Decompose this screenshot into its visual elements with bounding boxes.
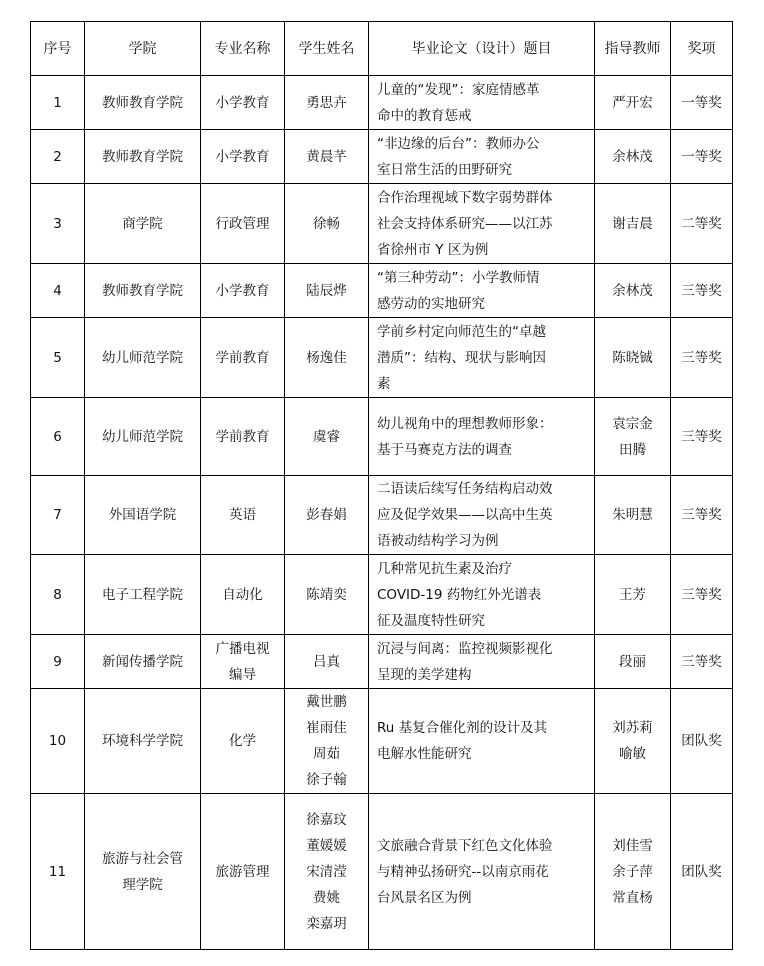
- header-advisor: 指导教师: [595, 22, 671, 76]
- title-line: 室日常生活的田野研究: [377, 161, 512, 178]
- title-line: 合作治理视域下数字弱势群体: [377, 189, 553, 206]
- table-row: [31, 318, 733, 398]
- title-line: Ru 基复合催化剂的设计及其: [377, 720, 548, 736]
- cell-advisors: [595, 184, 671, 264]
- title-line: 素: [377, 375, 391, 392]
- major-line: 旅游管理: [215, 863, 270, 880]
- title-line: 语被动结构学习为例: [377, 533, 499, 549]
- major-line: 编导: [229, 666, 256, 683]
- cell-award: 三等奖: [671, 318, 733, 398]
- cell-index: 7: [31, 476, 85, 555]
- cell-college: [85, 689, 201, 794]
- major-line: 英语: [229, 507, 256, 523]
- cell-students: [285, 555, 369, 635]
- college-line: 教师教育学院: [102, 282, 183, 299]
- table-row: [31, 476, 733, 555]
- cell-students: [285, 130, 369, 184]
- cell-advisors: [595, 264, 671, 318]
- title-line: 呈现的美学建构: [377, 666, 472, 683]
- cell-advisors: [595, 318, 671, 398]
- cell-students: [285, 794, 369, 950]
- students-line: 黄晨芊: [306, 148, 347, 165]
- header-student: 学生姓名: [285, 22, 369, 76]
- title-line: 文旅融合背景下红色文化体验: [377, 837, 553, 854]
- title-line: 几种常见抗生素及治疗: [377, 560, 512, 577]
- cell-index: 3: [31, 184, 85, 264]
- college-line: 理学院: [122, 876, 163, 893]
- cell-students: [285, 184, 369, 264]
- title-line: “非边缘的后台”：教师办公: [377, 135, 540, 152]
- advisors-line: 田腾: [619, 441, 646, 458]
- title-line: COVID-19 药物红外光谱表: [377, 586, 542, 603]
- cell-award: 三等奖: [671, 398, 733, 476]
- cell-students: [285, 398, 369, 476]
- major-line: 学前教育: [215, 428, 270, 445]
- header-major: 专业名称: [201, 22, 285, 76]
- cell-index: 2: [31, 130, 85, 184]
- students-line: 彭春娟: [306, 507, 347, 523]
- title-line: 命中的教育惩戒: [377, 107, 472, 124]
- students-line: 徐畅: [313, 215, 340, 232]
- cell-title: [369, 689, 595, 794]
- students-line: 陈靖奕: [306, 586, 347, 603]
- advisors-line: 刘佳雪: [612, 837, 653, 854]
- cell-index: 6: [31, 398, 85, 476]
- cell-index: 4: [31, 264, 85, 318]
- cell-award: 三等奖: [671, 476, 733, 555]
- cell-title: [369, 184, 595, 264]
- cell-title: [369, 794, 595, 950]
- cell-award: 团队奖: [671, 794, 733, 950]
- cell-title: [369, 264, 595, 318]
- college-line: 教师教育学院: [102, 148, 183, 165]
- students-line: 周茹: [313, 746, 340, 762]
- cell-college: [85, 130, 201, 184]
- cell-award: 二等奖: [671, 184, 733, 264]
- cell-major: [201, 76, 285, 130]
- advisors-line: 余林茂: [612, 148, 653, 165]
- cell-advisors: [595, 398, 671, 476]
- title-line: 省徐州市 Y 区为例: [377, 241, 489, 258]
- cell-major: [201, 130, 285, 184]
- advisors-line: 余子萍: [612, 863, 653, 880]
- advisors-line: 刘苏莉: [612, 720, 653, 736]
- cell-college: [85, 635, 201, 689]
- table-header: [31, 22, 733, 76]
- cell-college: [85, 398, 201, 476]
- header-row: [31, 22, 733, 76]
- students-line: 吕真: [313, 653, 340, 670]
- college-line: 外国语学院: [108, 507, 177, 523]
- cell-college: [85, 184, 201, 264]
- table-row: [31, 635, 733, 689]
- cell-college: [85, 318, 201, 398]
- major-line: 小学教育: [215, 282, 270, 299]
- college-line: 幼儿师范学院: [102, 349, 183, 366]
- cell-students: [285, 476, 369, 555]
- table-row: [31, 76, 733, 130]
- table-row: [31, 555, 733, 635]
- title-line: 电解水性能研究: [377, 746, 472, 762]
- cell-college: [85, 264, 201, 318]
- cell-award: 一等奖: [671, 130, 733, 184]
- college-line: 环境科学学院: [102, 733, 183, 749]
- title-line: 台风景名区为例: [377, 889, 472, 906]
- header-college: 学院: [85, 22, 201, 76]
- cell-college: [85, 76, 201, 130]
- advisors-line: 喻敏: [619, 746, 646, 762]
- major-line: 小学教育: [215, 94, 270, 111]
- advisors-line: 陈晓铖: [612, 349, 653, 366]
- cell-title: [369, 635, 595, 689]
- table-row: [31, 130, 733, 184]
- advisors-line: 谢吉晨: [612, 215, 653, 232]
- title-line: 应及促学效果——以高中生英: [377, 507, 553, 523]
- title-line: 儿童的“发现”：家庭情感革: [377, 81, 540, 98]
- advisors-line: 严开宏: [612, 94, 653, 111]
- table-row: [31, 184, 733, 264]
- table-row: [31, 794, 733, 950]
- title-line: “第三种劳动”：小学教师情: [377, 269, 540, 286]
- cell-major: [201, 184, 285, 264]
- major-line: 行政管理: [215, 215, 270, 232]
- students-line: 徐子翰: [306, 772, 347, 788]
- cell-students: [285, 318, 369, 398]
- college-line: 新闻传播学院: [102, 653, 183, 670]
- cell-advisors: [595, 689, 671, 794]
- college-line: 旅游与社会管: [102, 850, 183, 867]
- cell-advisors: [595, 794, 671, 950]
- header-award: 奖项: [671, 22, 733, 76]
- cell-major: [201, 476, 285, 555]
- cell-advisors: [595, 476, 671, 555]
- title-line: 基于马赛克方法的调查: [377, 441, 512, 458]
- cell-index: 8: [31, 555, 85, 635]
- cell-students: [285, 635, 369, 689]
- cell-title: [369, 398, 595, 476]
- cell-students: [285, 689, 369, 794]
- advisors-line: 段丽: [619, 653, 646, 670]
- advisors-line: 朱明慧: [612, 507, 653, 523]
- college-line: 电子工程学院: [102, 586, 183, 603]
- cell-award: 一等奖: [671, 76, 733, 130]
- major-line: 化学: [229, 733, 256, 749]
- header-index: 序号: [31, 22, 85, 76]
- cell-major: [201, 635, 285, 689]
- cell-index: 11: [31, 794, 85, 950]
- cell-students: [285, 76, 369, 130]
- cell-advisors: [595, 635, 671, 689]
- students-line: 宋清滢: [306, 863, 347, 880]
- advisors-line: 余林茂: [612, 282, 653, 299]
- students-line: 陆辰烨: [306, 282, 347, 299]
- cell-major: [201, 689, 285, 794]
- college-line: 商学院: [122, 215, 163, 232]
- table-row: [31, 264, 733, 318]
- title-line: 学前乡村定向师范生的“卓越: [377, 323, 546, 340]
- title-line: 潜质”：结构、现状与影响因: [377, 349, 546, 366]
- students-line: 虞睿: [313, 428, 340, 445]
- awards-table: [30, 21, 733, 950]
- title-line: 与精神弘扬研究--以南京雨花: [377, 863, 549, 880]
- cell-award: 三等奖: [671, 635, 733, 689]
- cell-major: [201, 398, 285, 476]
- cell-index: 1: [31, 76, 85, 130]
- college-line: 教师教育学院: [102, 94, 183, 111]
- cell-major: [201, 318, 285, 398]
- students-line: 崔雨佳: [306, 720, 347, 736]
- students-line: 勇思卉: [306, 94, 347, 111]
- advisors-line: 常直杨: [612, 889, 653, 906]
- students-line: 董媛媛: [306, 837, 347, 854]
- title-line: 二语读后续写任务结构启动效: [377, 481, 553, 497]
- advisors-line: 王芳: [619, 586, 646, 603]
- title-line: 感劳动的实地研究: [377, 295, 485, 312]
- cell-index: 10: [31, 689, 85, 794]
- cell-index: 9: [31, 635, 85, 689]
- major-line: 自动化: [222, 586, 263, 603]
- cell-college: [85, 476, 201, 555]
- title-line: 征及温度特性研究: [377, 612, 485, 629]
- cell-advisors: [595, 76, 671, 130]
- students-line: 徐嘉玟: [306, 811, 347, 828]
- cell-advisors: [595, 130, 671, 184]
- cell-advisors: [595, 555, 671, 635]
- college-line: 幼儿师范学院: [102, 428, 183, 445]
- cell-major: [201, 794, 285, 950]
- cell-award: 三等奖: [671, 264, 733, 318]
- title-line: 社会支持体系研究——以江苏: [377, 215, 553, 232]
- cell-major: [201, 555, 285, 635]
- cell-award: 三等奖: [671, 555, 733, 635]
- cell-title: [369, 76, 595, 130]
- advisors-line: 袁宗金: [612, 415, 653, 432]
- cell-award: 团队奖: [671, 689, 733, 794]
- students-line: 戴世鹏: [306, 694, 347, 710]
- cell-title: [369, 476, 595, 555]
- cell-title: [369, 318, 595, 398]
- major-line: 广播电视: [215, 640, 270, 657]
- cell-major: [201, 264, 285, 318]
- cell-title: [369, 555, 595, 635]
- cell-college: [85, 794, 201, 950]
- table-row: [31, 689, 733, 794]
- header-thesis: 毕业论文（设计）题目: [369, 22, 595, 76]
- title-line: 沉浸与间离：监控视频影视化: [377, 640, 553, 657]
- major-line: 学前教育: [215, 349, 270, 366]
- students-line: 杨逸佳: [306, 349, 347, 366]
- cell-college: [85, 555, 201, 635]
- table-body: [31, 76, 733, 950]
- major-line: 小学教育: [215, 148, 270, 165]
- cell-title: [369, 130, 595, 184]
- title-line: 幼儿视角中的理想教师形象：: [377, 415, 553, 432]
- cell-index: 5: [31, 318, 85, 398]
- students-line: 栾嘉玥: [306, 915, 347, 932]
- cell-students: [285, 264, 369, 318]
- table-row: [31, 398, 733, 476]
- students-line: 费姚: [313, 889, 340, 906]
